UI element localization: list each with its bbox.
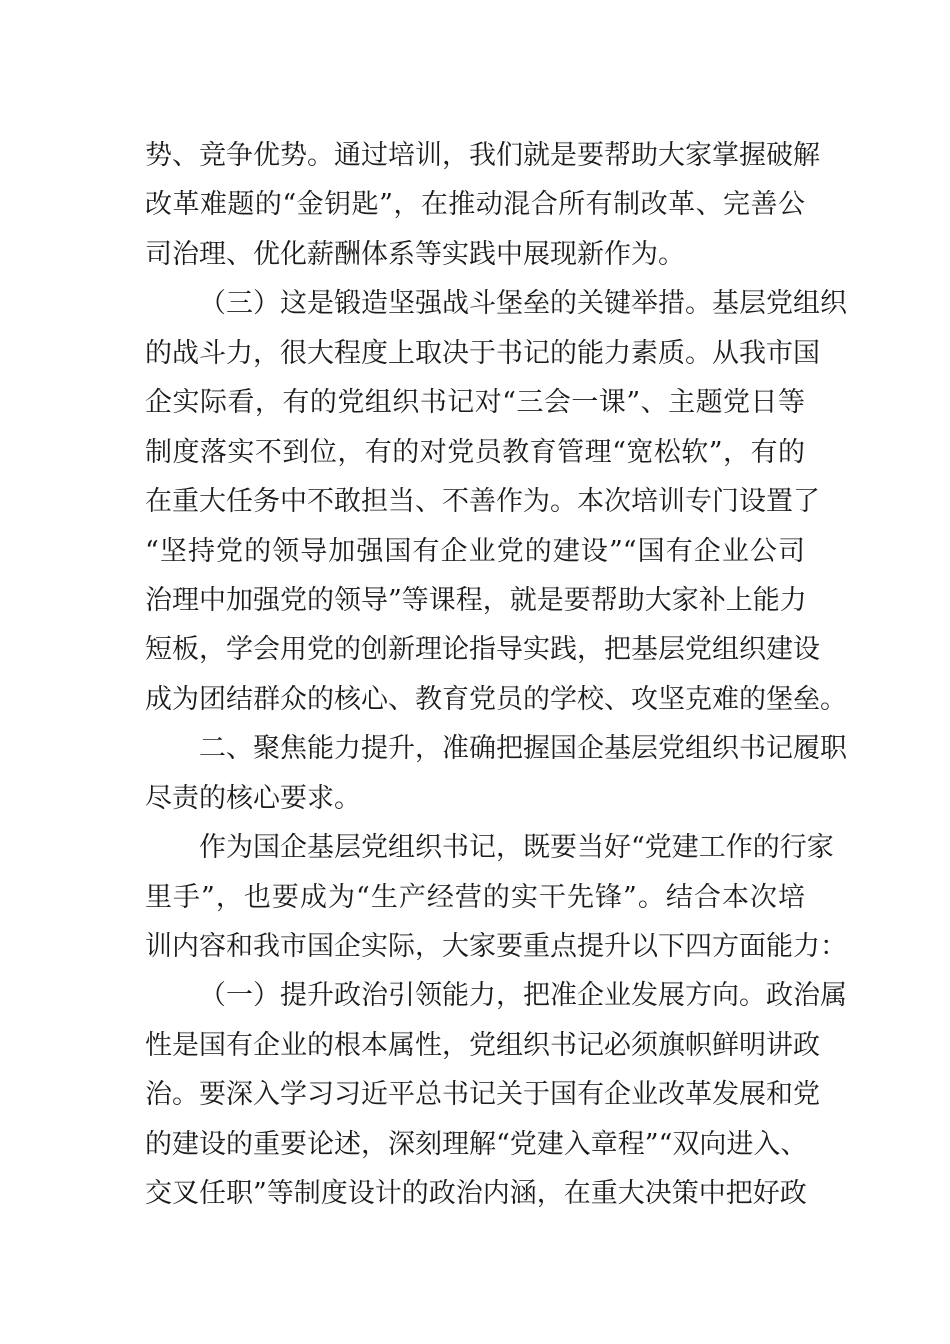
text-line: 的战斗力，很大程度上取决于书记的能力素质。从我市国 <box>145 337 820 369</box>
text-line: 交叉任职”等制度设计的政治内涵，在重大决策中把好政 <box>145 1178 807 1210</box>
text-line: 的建设的重要论述，深刻理解“党建入章程”“双向进入、 <box>145 1128 808 1160</box>
text-line: 改革难题的“金钥匙”，在推动混合所有制改革、完善公 <box>145 189 805 221</box>
text-line: 势、竞争优势。通过培训，我们就是要帮助大家掌握破解 <box>145 140 820 171</box>
text-line: （一）提升政治引领能力，把准企业发展方向。政治属 <box>199 980 847 1012</box>
text-line: 训内容和我市国企实际，大家要重点提升以下四方面能力： <box>145 931 847 962</box>
text-line: 制度落实不到位，有的对党员教育管理“宽松软”，有的 <box>145 436 805 468</box>
text-line: 治理中加强党的领导”等课程，就是要帮助大家补上能力 <box>145 584 807 616</box>
text-line: （三）这是锻造坚强战斗堡垒的关键举措。基层党组织 <box>199 288 847 320</box>
document-page <box>145 131 847 1219</box>
text-line: 治。要深入学习习近平总书记关于国有企业改革发展和党 <box>145 1079 820 1111</box>
text-line: 司治理、优化薪酬体系等实践中展现新作为。 <box>145 238 685 270</box>
text-line: 成为团结群众的核心、教育党员的学校、攻坚克难的堡垒。 <box>145 683 847 715</box>
section-heading-line: 尽责的核心要求。 <box>145 782 361 814</box>
text-line: 作为国企基层党组织书记，既要当好“党建工作的行家 <box>199 832 834 864</box>
text-line: 性是国有企业的根本属性，党组织书记必须旗帜鲜明讲政 <box>145 1029 820 1061</box>
text-line: 里手”，也要成为“生产经营的实干先锋”。结合本次培 <box>145 881 805 913</box>
text-line: 短板，学会用党的创新理论指导实践，把基层党组织建设 <box>145 634 820 666</box>
text-line: “坚持党的领导加强国有企业党的建设”“国有企业公司 <box>145 535 805 567</box>
text-line: 在重大任务中不敢担当、不善作为。本次培训专门设置了 <box>145 486 820 518</box>
text-line: 企实际看，有的党组织书记对“三会一课”、主题党日等 <box>145 387 805 419</box>
section-heading-line: 二、聚焦能力提升，准确把握国企基层党组织书记履职 <box>199 733 847 765</box>
